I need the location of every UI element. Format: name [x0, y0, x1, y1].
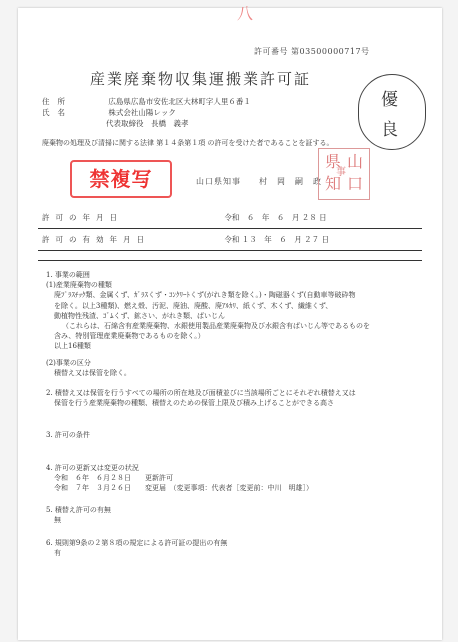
divider: [38, 228, 422, 229]
expiry-date-label: 許可の有効年月日: [42, 235, 150, 244]
representative: 代表取締役 長橋 義孝: [106, 119, 189, 128]
permit-document: [18, 4, 442, 640]
rank-char-2: 良: [381, 120, 398, 140]
excellence-rank-stamp: [358, 74, 426, 150]
document-title: 産業廃棄物収集運搬業許可証: [90, 70, 312, 88]
governor-seal: [318, 148, 370, 200]
divider: [38, 260, 422, 261]
renewal-history-line: 令和 ６年 ６月２８日 更新許可: [54, 473, 173, 482]
waste-types-line: を除く。以上3種類)、燃え殻、汚泥、廃油、廃酸、廃ｱﾙｶﾘ、紙くず、木くず、繊維くず、: [54, 301, 333, 310]
permit-date-value: 令和 ６ 年 ６ 月 ２８ 日: [224, 213, 327, 222]
address-label: 住所: [42, 97, 73, 106]
section-1-subheading: (1)産業廃棄物の種類: [46, 281, 112, 290]
law-statement: 廃棄物の処理及び清掃に関する法律 第１４条第１項 の許可を受けた者であることを証する。: [42, 139, 334, 147]
permit-number: 許可番号 第03500000717号: [254, 47, 370, 56]
name-row: [42, 107, 176, 118]
waste-types-line: 廃ﾌﾟﾗｽﾁｯｸ類、金属くず、ｶﾞﾗｽくず・ｺﾝｸﾘｰﾄくず(がれき類を除く。)・陶磁器くず(自動車等破砕物: [54, 291, 356, 300]
section-2-line: 2. 積替え又は保管を行うすべての場所の所在地及び面積並びに当該場所ごとにそれぞれ積替え又は: [46, 389, 356, 398]
top-mark: 八: [236, 4, 253, 23]
name-value: 株式会社山陽レック: [108, 108, 176, 117]
seal-char-5: 事: [336, 167, 346, 178]
seal-char-2: 口: [347, 174, 364, 193]
permit-date-label: 許可の年月日: [42, 213, 123, 222]
section-6-value: 有: [54, 548, 61, 557]
permit-date-row: [42, 212, 327, 223]
waste-types-count: 以上16種類: [54, 342, 91, 351]
business-category-heading: (2)事業の区分: [46, 358, 91, 367]
address-value: 広島県広島市安佐北区大林町字人里６番１: [108, 97, 251, 106]
seal-char-4: 知: [325, 174, 342, 193]
renewal-history-line: 令和 ７年 ３月２６日 変更届 （変更事項：代表者［変更前：中川 明雄］）: [54, 484, 313, 493]
section-2-line: 保管を行う産業廃棄物の種類、積替えのための保管上限及び積み上げることができる高さ: [54, 399, 334, 408]
address-row: [42, 96, 251, 107]
waste-types-line: 動植物性残渣、ｺﾞﾑくず、鉱さい、がれき類、ばいじん: [54, 311, 225, 320]
seal-char-1: 山: [347, 152, 364, 171]
section-3-heading: 3. 許可の条件: [46, 431, 90, 440]
business-category-value: 積替え又は保管を除く。: [54, 368, 131, 377]
waste-types-line: （これらは、石綿含有産業廃棄物、水銀使用製品産業廃棄物及び水銀含有ばいじん等であるものを: [62, 322, 370, 331]
section-1-heading: 1. 事業の範囲: [46, 271, 90, 279]
section-5-value: 無: [54, 516, 61, 525]
name-label: 氏名: [42, 108, 73, 117]
governor-name: 山口県知事 村 岡 嗣 政: [196, 177, 322, 186]
expiry-date-row: [42, 234, 329, 245]
section-6-heading: 6. 規則第9条の２第８項の規定による許可証の提出の有無: [46, 538, 228, 547]
rank-char-1: 優: [381, 90, 398, 110]
section-4-heading: 4. 許可の更新又は変更の状況: [46, 463, 139, 472]
divider: [38, 250, 422, 251]
expiry-date-value: 令和 １３ 年 ６ 月 ２７ 日: [224, 235, 330, 244]
no-copy-stamp: 禁複写: [70, 160, 172, 198]
permit-details: [46, 270, 420, 558]
waste-types-line: 含み、特別管理産業廃棄物であるものを除く。）: [54, 332, 205, 341]
seal-char-3: 県: [325, 152, 342, 171]
section-5-heading: 5. 積替え許可の有無: [46, 506, 111, 515]
